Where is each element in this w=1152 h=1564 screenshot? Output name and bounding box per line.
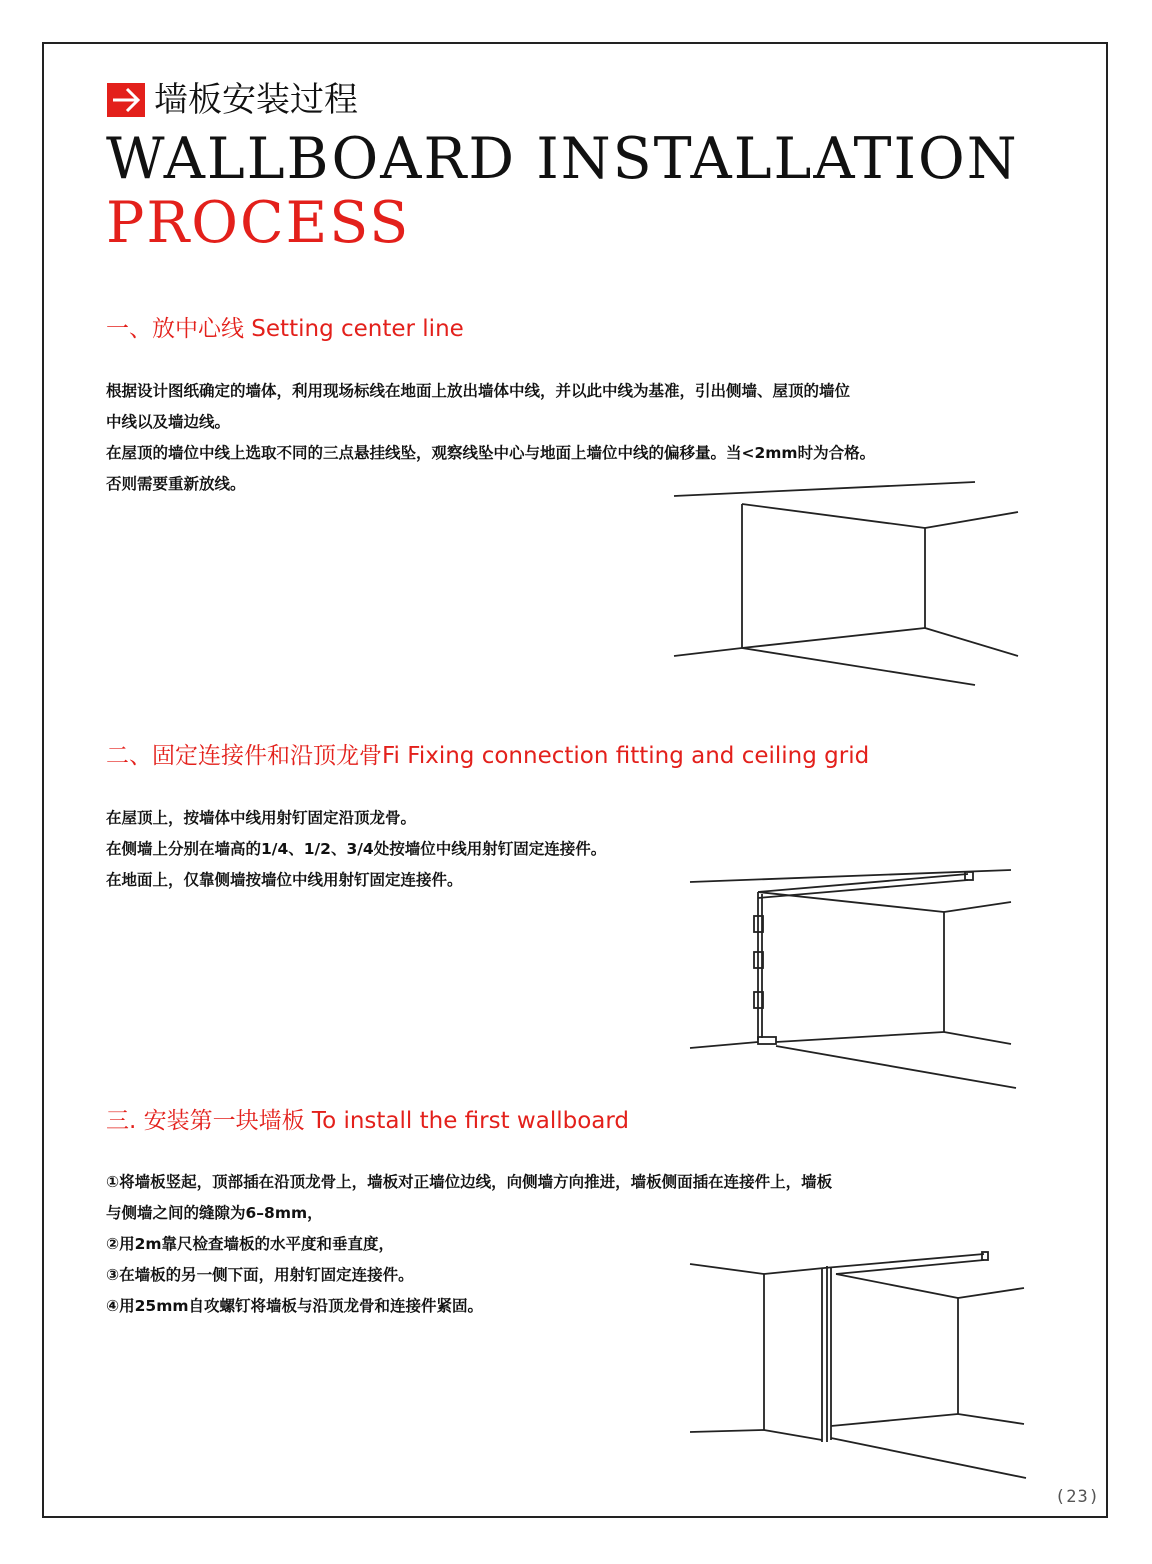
connection-fitting-diagram (686, 864, 1026, 1094)
section-1-line: 否则需要重新放线。 (106, 475, 246, 493)
section-2-line: 在地面上，仅靠侧墙按墙位中线用射钉固定连接件。 (106, 871, 463, 889)
title-chinese: 墙板安装过程 (154, 80, 358, 120)
section-1-heading: 一、放中心线 Setting center line (106, 316, 464, 342)
section-1-line: 在屋顶的墙位中线上选取不同的三点悬挂线坠，观察线坠中心与地面上墙位中线的偏移量。当<2mm时为合格。 (106, 444, 876, 462)
section-1-line: 根据设计图纸确定的墙体，利用现场标线在地面上放出墙体中线，并以此中线为基准，引出侧墙、屋顶的墙位 (106, 382, 851, 400)
section-3-heading: 三. 安装第一块墙板 To install the first wallboard (106, 1108, 630, 1134)
section-1-line: 中线以及墙边线。 (106, 413, 231, 431)
title-english-line1: WALLBOARD INSTALLATION (106, 126, 1019, 192)
title-english-line2: PROCESS (106, 190, 411, 256)
section-3-line: ④用25mm自攻螺钉将墙板与沿顶龙骨和连接件紧固。 (106, 1297, 483, 1315)
section-2-line: 在侧墙上分别在墙高的1/4、1/2、3/4处按墙位中线用射钉固定连接件。 (106, 840, 607, 858)
section-3-line: ①将墙板竖起，顶部插在沿顶龙骨上，墙板对正墙位边线，向侧墙方向推进，墙板侧面插在连接件上，墙板 (106, 1173, 833, 1191)
section-3-line: ②用2m靠尺检查墙板的水平度和垂直度， (106, 1235, 395, 1253)
section-2-heading: 二、固定连接件和沿顶龙骨Fi Fixing connection fitting and ceiling grid (106, 743, 870, 769)
section-2-line: 在屋顶上，按墙体中线用射钉固定沿顶龙骨。 (106, 809, 417, 827)
section-2-text (106, 803, 606, 896)
arrow-right-icon (107, 83, 145, 117)
section-3-line: 与侧墙之间的缝隙为6–8mm， (106, 1204, 323, 1222)
first-wallboard-diagram (686, 1244, 1031, 1484)
center-line-diagram (670, 478, 1030, 693)
section-3-line: ③在墙板的另一侧下面，用射钉固定连接件。 (106, 1266, 414, 1284)
page-number: (23) (1055, 1487, 1100, 1507)
